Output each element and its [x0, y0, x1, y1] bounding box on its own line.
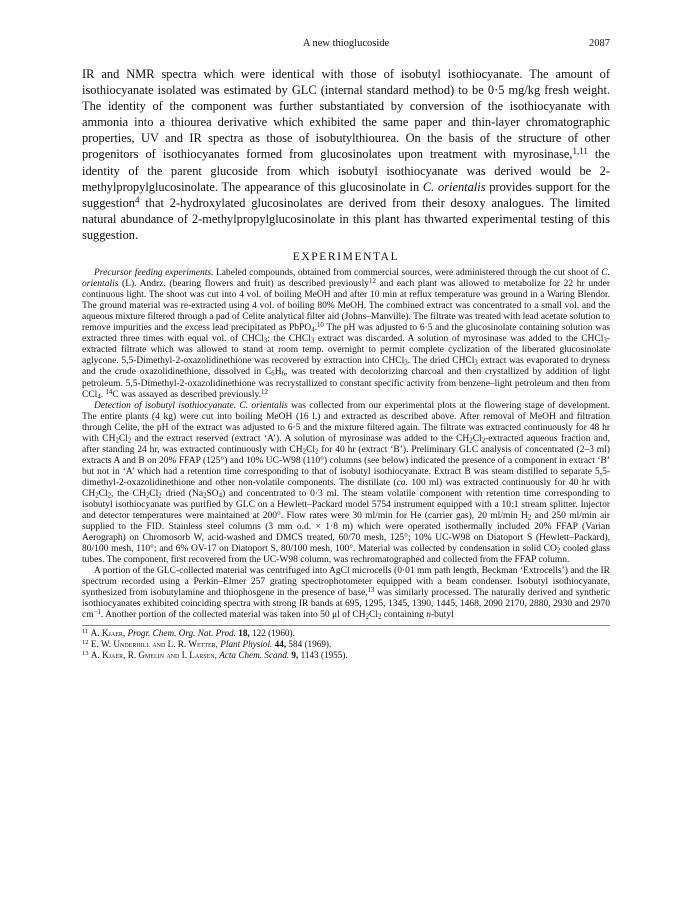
- reference-item: $^{13}$ A. Kjaer, R. Gmelin and I. Larsen, Acta Chem. Scand. 9, 1143 (1955).: [82, 649, 348, 660]
- running-title: A new thioglucoside: [302, 38, 390, 49]
- running-head: [82, 38, 610, 54]
- intro-text: [82, 66, 610, 243]
- paragraph-precursor-feeding: Precursor feeding experiments. Labeled compounds, obtained from commercial sources, were administered through the cut shoot of C. orientalis (L). Andrz. (bearing flowers and fruit) as described previously$^{12}$ and each plant was allowed to metabolize for 22 hr under continuous light. The shoot was cut into 4 vol. of boiling MeOH and after 10 min at reflux temperature was ground in a Waring Blendor. The ground material was re-extracted using 4 vol. of boiling 80% MeOH. The combined extract was concentrated to a small vol. and the aqueous mixture filtered through a pad of Celite analytical filter aid (Johns–Manville). The filtrate was treated with lead acetate solution to remove impurities and the excess lead precipitated as PbPO$_4$.$^{10}$ The pH was adjusted to 6·5 and the glucosinolate containing solution was extracted three times with equal vol. of CHCl$_3$; the CHCl$_3$ extract was discarded. A solution of myrosinase was added to the CHCl$_3$-extracted filtrate which was allowed to stand at room temp. overnight to permit complete cyclization of the liberated glucosinolate aglycone. 5,5-Dimethyl-2-oxazolidinethione was recovered by extraction into CHCl$_3$. The dried CHCl$_3$ extract was evaporated to dryness and the crude oxazolidinethione, dissolved in $C_6H_6$, was treated with decolorizing charcoal and then crystallized by addition of light petroleum. 5,5-Dimethyl-2-oxazolidinethione was recrystallized to constant specific activity from benzene–light petroleum and then from CCl$_4$. $^{14}$C was assayed as described previously.$^{12}$: [82, 268, 610, 401]
- runin-heading: Detection of isobutyl isothiocyanate.: [94, 400, 237, 411]
- journal-page: [82, 38, 610, 661]
- paragraph-detection: Detection of isobutyl isothiocyanate. C. orientalis was collected from our experimental plots at the flowering stage of development. The entire plants (4 kg) were cut into boiling MeOH (16 l.) and extracted as described above. After removal of MeOH and filtration through Celite, the pH of the extract was adjusted to 6·5 and the mixture filtered again. The filtrate was extracted continuously for 48 hr with $CH_2Cl_2$ and the extract reserved (extract ‘A’). A solution of myrosinase was added to the $CH_2Cl_2$-extracted aqueous fraction and, after standing 24 hr, was extracted continuously with $CH_2Cl_2$ for 40 hr (extract ‘B’). Preliminary GLC analysis of concentrated (2–3 ml) extracts A and B on 20% FFAP (125°) and 10% UC-W98 (110°) columns (see below) indicated the presence of a component in extract ‘B’ but not in ‘A’ which had a retention time corresponding to that of isobutyl isothiocyanate. Extract B was steam distilled to separate 5,5-dimethyl-2-oxazolidinethione and other non-volatile components. The distillate (ca. 100 ml) was extracted continuously for 40 hr with $CH_2Cl_2$, the $CH_2Cl_2$ dried $(Na_2SO_4)$ and concentrated to 0·3 ml. The steam volatile component with retention time corresponding to isobutyl isothiocyanate was purified by GLC on a Hewlett–Packard model 5754 instrument equipped with a 10:1 stream splitter. Injector and detector temperatures were maintained at 200°. Flow rates were 30 ml/min for He (carrier gas), 20 ml/min $H_2$ and 250 ml/min air supplied to the FID. Stainless steel columns (3 mm o.d. × 1·8 m) which were operated isothermally included 20% FFAP (Varian Aerograph) on Chromosorb W, acid-washed and DMCS treated, 60/70 mesh, 125°; 10% UC-W98 on Diatoport S (Hewlett–Packard), 80/100 mesh, 110°; and 6% OV-17 on Diatoport S, 80/100 mesh, 100°. Material was collected by condensation in solid $CO_2$ cooled glass tubes. The component, first recovered from the UC-W98 column, was rechromatographed and collected from the FFAP column.: [82, 400, 611, 566]
- reference-item: $^{11}$ A. Kjaer, Progr. Chem. Org. Nat. Prod. 18, 122 (1960).: [82, 627, 295, 638]
- paragraph-ir-spectra: A portion of the GLC-collected material was centrifuged into AgCl microcells (0·01 mm path length, Beckman ‘Extrocells’) and the IR spectrum recorded using a Perkin–Elmer 257 grating spectrophotometer equipped with a beam condenser. Isobutyl isothiocyanate, synthesized from isobutylamine and thiophosgene in the presence of base,$^{13}$ was similarly processed. The naturally derived and synthetic isothiocyanates exhibited coinciding spectra with strong IR bands at 695, 1295, 1345, 1390, 1445, 1468, 2090 2170, 2880, 2930 and 2970 $cm^{-1}$. Another portion of the collected material was taken into 50 μl of $CH_2Cl_2$ containing n-butyl: [82, 566, 610, 622]
- page-number: 2087: [589, 38, 610, 49]
- reference-item: $^{12}$ E. W. Underhill and L. R. Wetter, Plant Physiol. 44, 584 (1969).: [82, 638, 332, 649]
- experimental-text: [82, 268, 610, 622]
- footnote-divider: [82, 625, 610, 626]
- references: [82, 628, 610, 661]
- intro-paragraph: IR and NMR spectra which were identical with those of isobutyl isothiocyanate. The amount of isothiocyanate isolated was estimated by GLC (internal standard method) to be 0·5 mg/kg fresh weight. The identity of the component was further substantiated by conversion of the isothiocyanate with ammonia into a thiourea derivative which exhibited the same paper and thin-layer chromatographic properties, UV and IR spectra as those of isobutylthiourea. On the basis of the structure of other progenitors of isothiocyanates formed from glucosinolates upon treatment with myrosinase,$^{1,11}$ the identity of the parent glucoside from which isobutyl isothiocyanate was derived would be 2-methylpropylglucosinolate. The appearance of this glucosinolate in C. orientalis provides support for the suggestion$^4$ that 2-hydroxylated glucosinolates are derived from their desoxy analogues. The limited natural abundance of 2-methylpropylglucosinolate in this plant has thwarted experimental testing of this suggestion.: [82, 67, 610, 242]
- runin-heading: Precursor feeding experiments.: [94, 268, 214, 279]
- section-heading-experimental: EXPERIMENTAL: [292, 251, 400, 264]
